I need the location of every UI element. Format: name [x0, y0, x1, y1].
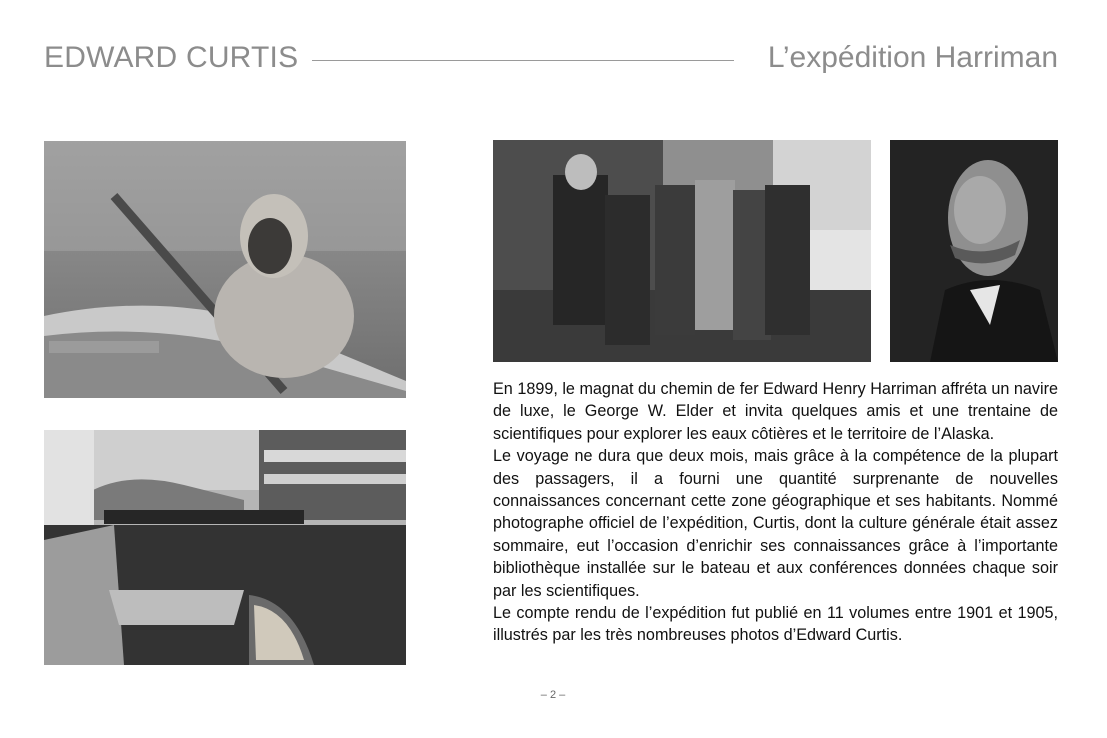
chapter-title: L’expédition Harriman	[767, 41, 1058, 74]
photo-group-on-deck	[493, 140, 871, 362]
photo-kayak-paddler	[44, 141, 406, 398]
header-divider	[312, 60, 734, 61]
page-number: – 2 –	[540, 689, 566, 701]
paragraph: Le compte rendu de l’expédition fut publié en 11 volumes entre 1901 et 1905, illustrés par les très nombreuses photos d’Edward Curtis.	[493, 604, 1058, 645]
article-body	[493, 378, 1058, 647]
paragraph: Le voyage ne dura que deux mois, mais grâce à la compétence de la plupart des passagers, il a fourni une quantité surprenante de nouvelles connaissances concernant cette zone géographique et ses habitants. Nommé photographe officiel de l’expédition, Curtis, dont la culture générale était assez sommaire, eut l’occasion d’enrichir ses connaissances grâce à l’importante bibliothèque installée sur le bateau et aux conférences données chaque soir par les scientifiques.	[493, 447, 1058, 600]
running-title: EDWARD CURTIS	[44, 41, 299, 74]
photo-harbor-pier	[44, 430, 406, 665]
paragraph: En 1899, le magnat du chemin de fer Edward Henry Harriman affréta un navire de luxe, le George W. Elder et invita quelques amis et une trentaine de scientifiques pour explorer les eaux côtières et le territoire de l’Alaska.	[493, 380, 1058, 443]
photo-portrait	[890, 140, 1058, 362]
